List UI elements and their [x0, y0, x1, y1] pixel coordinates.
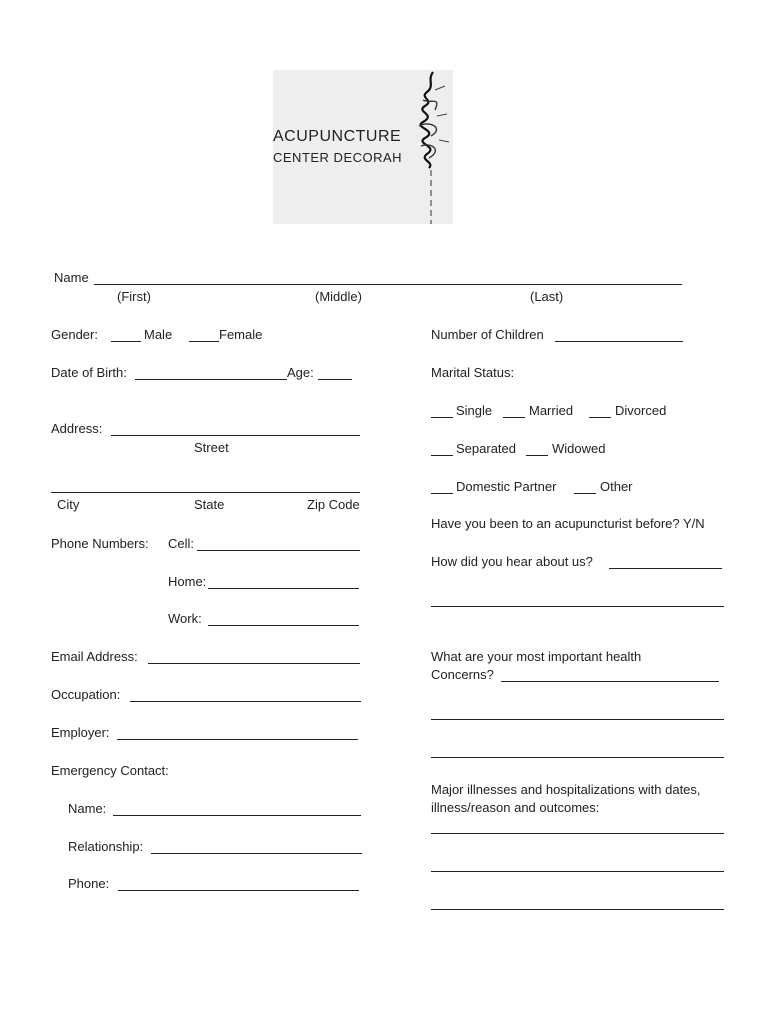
emergency-phone-label: Phone: — [68, 876, 110, 891]
dob-label: Date of Birth: — [51, 365, 127, 380]
brush-stroke-icon — [405, 70, 453, 224]
single-label: Single — [456, 403, 493, 418]
separated-label: Separated — [456, 441, 516, 456]
phone-numbers-label: Phone Numbers: — [51, 536, 149, 551]
health-concerns-question-line1: What are your most important health — [431, 649, 642, 664]
hear-about-field[interactable] — [609, 568, 722, 569]
name-last-caption: (Last) — [530, 289, 564, 304]
logo-text-line2: CENTER DECORAH — [273, 150, 403, 165]
gender-female-blank[interactable] — [189, 341, 219, 342]
other-blank[interactable] — [574, 493, 596, 494]
work-label: Work: — [168, 611, 202, 626]
divorced-label: Divorced — [615, 403, 667, 418]
children-label: Number of Children — [431, 327, 544, 342]
emergency-phone-field[interactable] — [118, 890, 359, 891]
home-field[interactable] — [208, 588, 359, 589]
domestic-partner-blank[interactable] — [431, 493, 453, 494]
health-concerns-field-line3[interactable] — [431, 757, 724, 758]
home-label: Home: — [168, 574, 207, 589]
city-caption: City — [57, 497, 80, 512]
dob-field[interactable] — [135, 379, 287, 380]
street-field[interactable] — [111, 435, 360, 436]
children-field[interactable] — [555, 341, 683, 342]
zip-caption: Zip Code — [307, 497, 360, 512]
hear-about-question: How did you hear about us? — [431, 554, 593, 569]
email-label: Email Address: — [51, 649, 138, 664]
widowed-label: Widowed — [552, 441, 606, 456]
separated-blank[interactable] — [431, 455, 453, 456]
hear-about-field-line2[interactable] — [431, 606, 724, 607]
gender-female-label: Female — [219, 327, 263, 342]
state-caption: State — [194, 497, 225, 512]
gender-male-label: Male — [144, 327, 173, 342]
illnesses-question-line2: illness/reason and outcomes: — [431, 800, 600, 815]
city-state-zip-field[interactable] — [51, 492, 360, 493]
cell-label: Cell: — [168, 536, 195, 551]
health-concerns-field-line2[interactable] — [431, 719, 724, 720]
employer-label: Employer: — [51, 725, 110, 740]
emergency-name-field[interactable] — [113, 815, 361, 816]
name-field[interactable] — [94, 284, 682, 285]
illnesses-question-line1: Major illnesses and hospitalizations with dates, — [431, 782, 701, 797]
domestic-partner-label: Domestic Partner — [456, 479, 557, 494]
street-caption: Street — [194, 440, 229, 455]
cell-field[interactable] — [197, 550, 360, 551]
age-field[interactable] — [318, 379, 352, 380]
age-label: Age: — [287, 365, 314, 380]
marital-status-label: Marital Status: — [431, 365, 515, 380]
occupation-label: Occupation: — [51, 687, 121, 702]
emergency-contact-label: Emergency Contact: — [51, 763, 169, 778]
married-blank[interactable] — [503, 417, 525, 418]
divorced-blank[interactable] — [589, 417, 611, 418]
gender-label: Gender: — [51, 327, 98, 342]
name-label: Name — [54, 270, 89, 285]
occupation-field[interactable] — [130, 701, 361, 702]
acupuncturist-before-question: Have you been to an acupuncturist before? Y/N — [431, 516, 705, 531]
employer-field[interactable] — [117, 739, 358, 740]
widowed-blank[interactable] — [526, 455, 548, 456]
address-label: Address: — [51, 421, 103, 436]
illnesses-field-line1[interactable] — [431, 833, 724, 834]
illnesses-field-line2[interactable] — [431, 871, 724, 872]
illnesses-field-line3[interactable] — [431, 909, 724, 910]
email-field[interactable] — [148, 663, 360, 664]
logo — [273, 70, 453, 224]
other-label: Other — [600, 479, 633, 494]
single-blank[interactable] — [431, 417, 453, 418]
emergency-relationship-field[interactable] — [151, 853, 362, 854]
married-label: Married — [529, 403, 574, 418]
logo-text-line1: ACUPUNCTURE — [273, 128, 402, 145]
health-concerns-field[interactable] — [501, 681, 719, 682]
emergency-relationship-label: Relationship: — [68, 839, 144, 854]
name-first-caption: (First) — [117, 289, 151, 304]
emergency-name-label: Name: — [68, 801, 107, 816]
work-field[interactable] — [208, 625, 359, 626]
gender-male-blank[interactable] — [111, 341, 141, 342]
health-concerns-question-line2: Concerns? — [431, 667, 494, 682]
name-middle-caption: (Middle) — [315, 289, 362, 304]
